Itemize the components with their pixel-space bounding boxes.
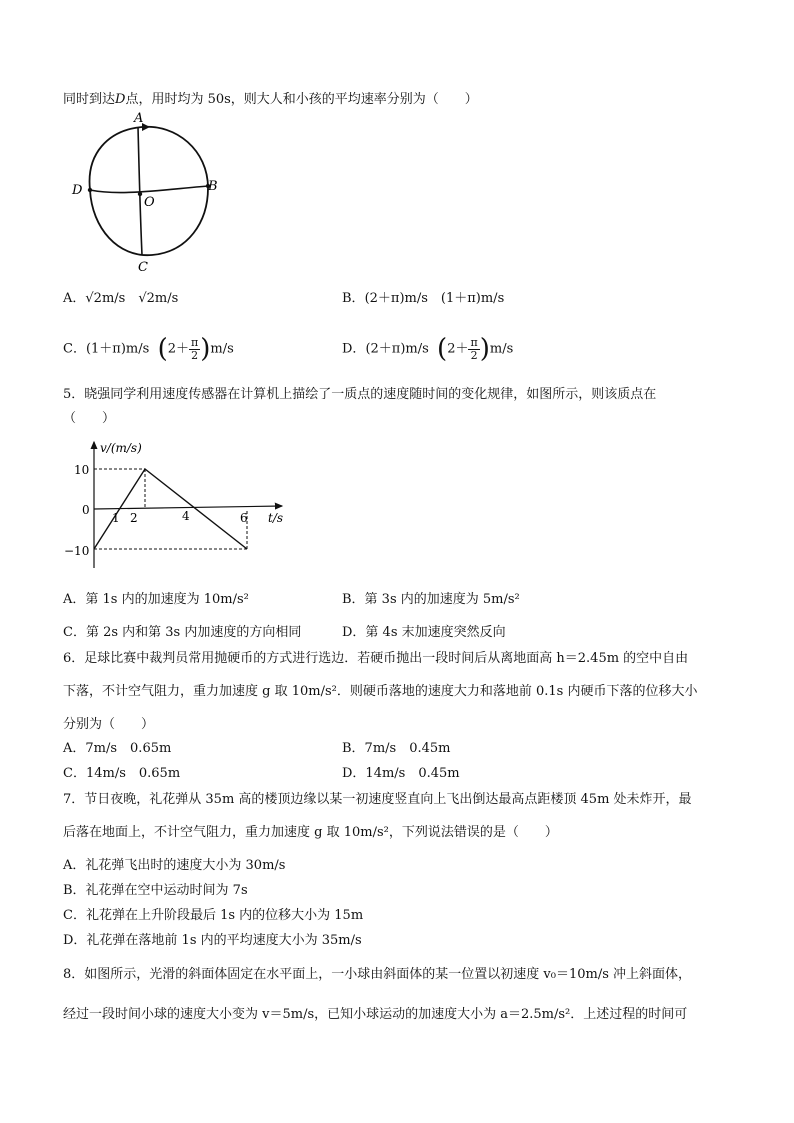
q7-stem-line1: 7．节日夜晚，礼花弹从 35m 高的楼顶边缘以某一初速度竖直向上飞出倒达最高点距楼顶 45m 处未炸开，最 [63,792,692,807]
y-tick-top: 10 [74,463,90,477]
label-b: B [208,179,218,194]
q4-option-d[interactable] [342,334,513,365]
q4-stem-part1: 同时到达 [63,92,116,107]
option-letter: A． [63,291,86,306]
fraction [189,337,200,362]
q6-stem-line1: 6．足球比赛中裁判员常用抛硬币的方式进行选边．若硬币抛出一段时间后从离地面高 h＝2.45m 的空中自由 [63,651,689,666]
point-d-dot [88,188,92,192]
q6-option-d[interactable]: D．14m/s 0.45m [342,766,460,781]
paren-open: ( [437,334,448,364]
frac-den: 2 [191,348,199,362]
q6-option-b[interactable]: B．7m/s 0.45m [342,741,451,756]
q4-option-b[interactable] [342,290,504,308]
frac-num: π [470,335,478,349]
option-text: (2＋π)m/s (1＋π)m/s [364,291,505,306]
frac-int: 2＋ [167,341,189,357]
option-letter: D． [342,341,366,357]
q7-option-b[interactable]: B．礼花弹在空中运动时间为 7s [63,883,248,898]
q7-stem-line2: 后落在地面上，不计空气阻力，重力加速度 g 取 10m/s²，下列说法错误的是（ ） [63,825,558,840]
q7-option-c[interactable]: C．礼花弹在上升阶段最后 1s 内的位移大小为 15m [63,908,364,923]
q5-stem-line2: （ ） [63,411,116,426]
y-tick-bottom: −10 [64,544,90,558]
x-axis-label: t/s [268,511,284,525]
fraction [468,337,479,362]
option-letter: C． [63,341,86,357]
y-tick-zero: 0 [82,503,90,517]
option-text: (2＋π)m/s [365,341,429,357]
q8-stem-line2: 经过一段时间小球的速度大小变为 v＝5m/s，已知小球运动的加速度大小为 a＝2.5m/s²．上述过程的时间可 [63,1007,688,1022]
q5-stem-line1: 5．晓强同学利用速度传感器在计算机上描绘了一质点的速度随时间的变化规律，如图所示，则该质点在 [63,387,657,402]
q4-stem [63,91,478,109]
q5-option-d[interactable]: D．第 4s 末加速度突然反向 [342,625,506,640]
q4-circle-figure [60,110,230,280]
horizontal-path [90,186,208,193]
q4-option-c[interactable] [63,334,234,365]
q4-stem-part2: 点，用时均为 50s，则大人和小孩的平均速率分别为（ ） [125,92,478,107]
q5-option-b[interactable]: B．第 3s 内的加速度为 5m/s² [342,592,520,607]
option-text: √2m/s √2m/s [85,291,179,306]
label-a: A [134,111,144,126]
q6-stem-line2: 下落，不计空气阻力，重力加速度 g 取 10m/s²．则硬币落地的速度大力和落地前 0.1s 内硬币下落的位移大小 [63,684,698,699]
x-tick-6: 6 [240,511,248,525]
option-unit: m/s [489,341,514,357]
frac-num: π [191,335,199,349]
q6-stem-line3: 分别为（ ） [63,717,155,732]
option-letter: B． [342,291,365,306]
x-tick-4: 4 [182,509,190,523]
q8-stem-line1: 8．如图所示，光滑的斜面体固定在水平面上，一小球由斜面体的某一位置以初速度 v₀＝10m/s 冲上斜面体， [63,967,692,982]
option-unit: m/s [210,341,234,357]
q4-option-a[interactable] [63,290,178,308]
label-d: D [72,183,83,198]
paren-open: ( [157,334,168,364]
option-text: (1＋π)m/s [85,341,150,357]
q6-option-c[interactable]: C．14m/s 0.65m [63,766,181,781]
y-axis-label: v/(m/s) [100,441,142,455]
q5-option-c[interactable]: C．第 2s 内和第 3s 内加速度的方向相同 [63,625,302,640]
point-o-dot [138,192,142,196]
x-tick-1: 1 [112,511,120,525]
label-c: C [138,260,148,275]
q6-option-a[interactable]: A．7m/s 0.65m [63,741,172,756]
frac-int: 2＋ [447,341,469,357]
q7-option-a[interactable]: A．礼花弹飞出时的速度大小为 30m/s [63,858,286,873]
paren-close: ) [479,334,490,364]
paren-close: ) [200,334,211,364]
label-o: O [144,195,155,210]
q7-option-d[interactable]: D．礼花弹在落地前 1s 内的平均速度大小为 35m/s [63,933,362,948]
frac-den: 2 [470,348,478,362]
q4-point-d: D [115,92,126,107]
x-tick-2: 2 [130,511,138,525]
q5-option-a[interactable]: A．第 1s 内的加速度为 10m/s² [63,592,249,607]
q5-vt-graph [60,436,290,576]
